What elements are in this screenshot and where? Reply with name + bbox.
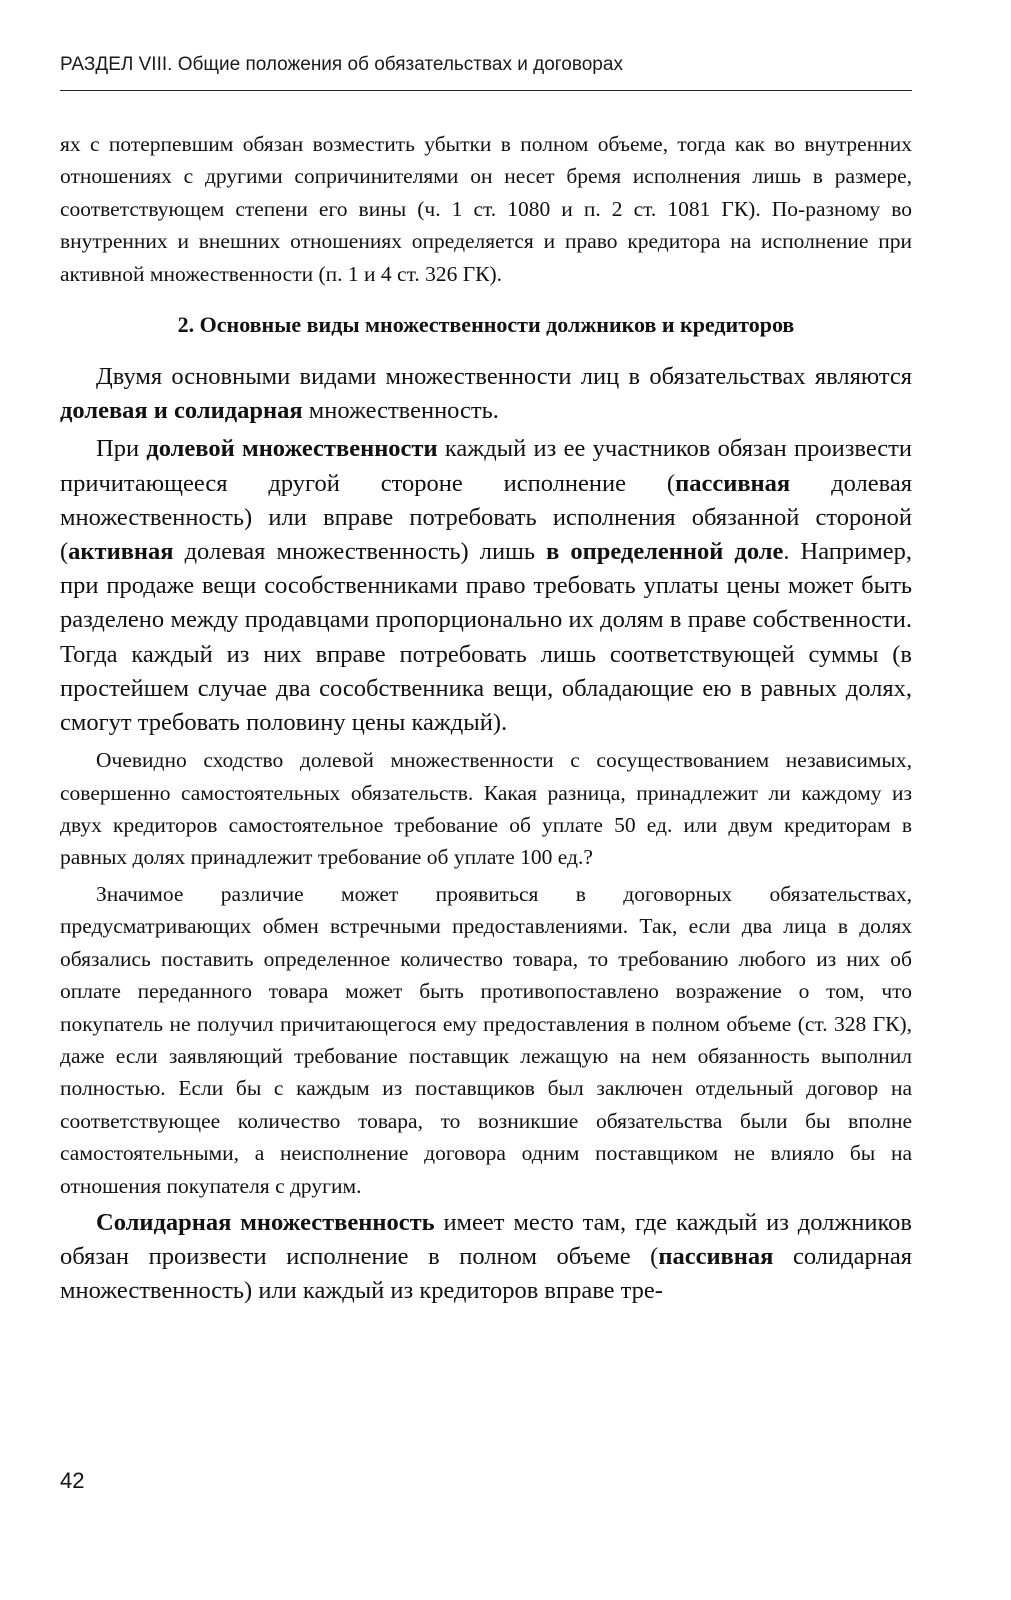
text-run: множественность. <box>302 397 499 425</box>
header-rule <box>60 90 912 91</box>
bold-term: пассивная <box>675 469 791 497</box>
bold-term: долевая и солидарная <box>60 397 303 425</box>
paragraph-shared-plurality <box>60 432 912 740</box>
text-run: Двумя основными видами множественности лиц в обязательствах являются <box>96 363 912 391</box>
page-body <box>60 128 912 1309</box>
text-run: . Например, при продаже вещи сособственниками право требовать уплаты цены может быть разделено между продавцами пропорционально их долям в праве собственности. Тогда каждый из них вправе потребовать лишь соответствующей суммы (в простейшем случае два сособственника вещи, обладающие ею в равных долях, смогут требовать половину цены каждый). <box>60 538 912 737</box>
text-run: солидарная множественность) или каждый из кредиторов вправе тре- <box>60 1243 912 1305</box>
bold-term: пассивная <box>658 1243 774 1271</box>
paragraph-main-types <box>60 360 912 428</box>
paragraph-similarity: Очевидно сходство долевой множественности с сосуществованием независимых, совершенно самостоятельных обязательств. Какая разница, принадлежит ли каждому из двух кредиторов самостоятельное требование об уплате 50 ед. или двум кредиторам в равных долях принадлежит требование об уплате 100 ед.? <box>60 748 912 870</box>
text-run: долевая множественность) лишь <box>173 538 547 566</box>
page-number: 42 <box>60 1468 85 1493</box>
section-heading: 2. Основные виды множественности должников и кредиторов <box>177 312 795 338</box>
bold-term: долевой множественности <box>146 435 438 463</box>
bold-term: активная <box>68 538 174 566</box>
text-run: имеет место там, где каждый из должников обязан произвести исполнение в полном объеме ( <box>60 1208 913 1271</box>
bold-term: Солидарная множественность <box>96 1208 435 1236</box>
paragraph-difference: Значимое различие может проявиться в договорных обязательствах, предусматривающих обмен встречными предоставлениями. Так, если два лица в долях обязались поставить определенное количество товара, то требованию любого из них об оплате переданного товара может быть противопоставлено возражение о том, что покупатель не получил причитающегося ему предоставления в полном объеме (ст. 328 ГК), даже если заявляющий требование поставщик лежащую на нем обязанность выполнил полностью. Если бы с каждым из поставщиков был заключен отдельный договор на соответствующее количество товара, то возникшие обязательства были бы вполне самостоятельными, а неисполнение договора одним поставщиком не влияло бы на отношения покупателя с другим. <box>60 881 912 1198</box>
paragraph-solidary-plurality <box>60 1206 912 1309</box>
text-run: долевая множественность) или вправе потребовать исполнения обязанной стороной ( <box>60 469 912 566</box>
text-run: При <box>96 435 147 463</box>
bold-term: в определенной доле <box>546 538 784 566</box>
running-header: РАЗДЕЛ VIII. Общие положения об обязательствах и договорах <box>60 54 623 75</box>
paragraph-continuation: ях с потерпевшим обязан возместить убытки в полном объеме, тогда как во внутренних отношениях с другими сопричинителями он несет бремя исполнения лишь в размере, соответствующем степени его вины (ч. 1 ст. 1080 и п. 2 ст. 1081 ГК). По-разному во внутренних и внешних отношениях определяется и право кредитора на исполнение при активной множественности (п. 1 и 4 ст. 326 ГК). <box>60 132 912 286</box>
text-run: каждый из ее участников обязан произвести причитающееся другой стороне исполнение ( <box>60 435 912 497</box>
